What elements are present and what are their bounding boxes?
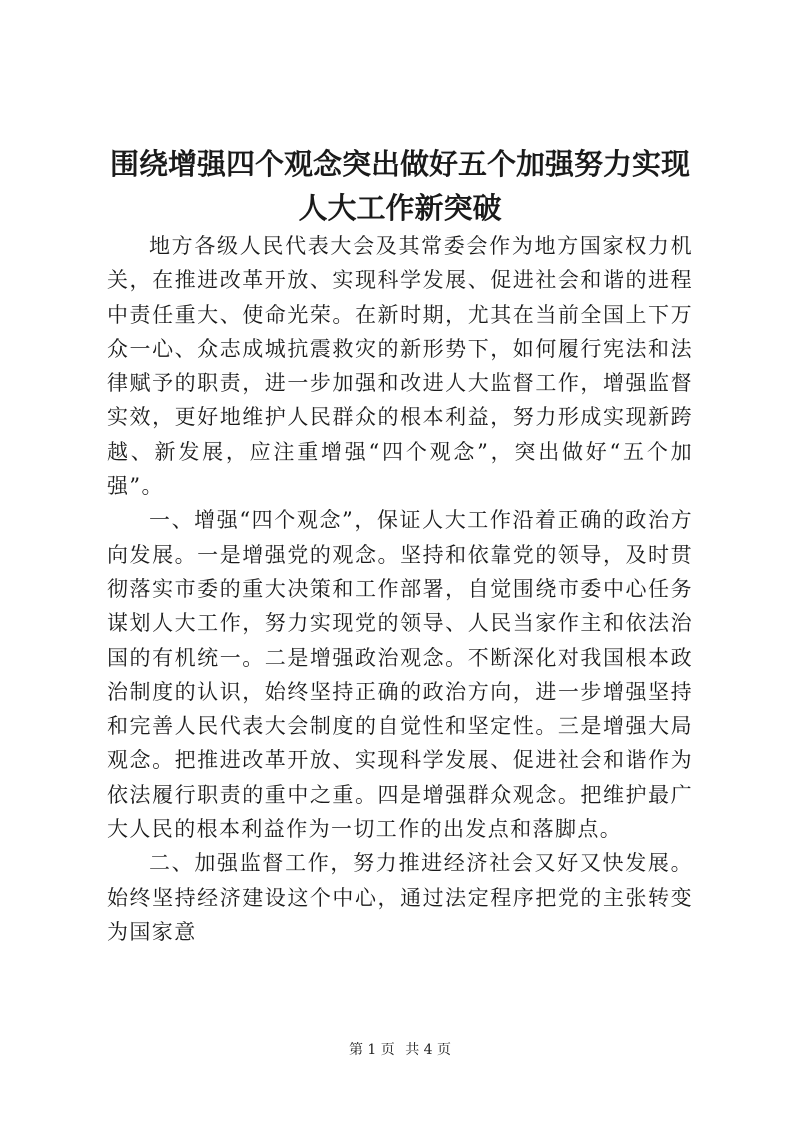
paragraph-section-2: 二、加强监督工作，努力推进经济社会又好又快发展。始终坚持经济建设这个中心，通过法定程序把党的主张转变为国家意 xyxy=(107,851,693,944)
paragraph-section-1: 一、增强“四个观念”，保证人大工作沿着正确的政治方向发展。一是增强党的观念。坚持和依靠党的领导，及时贯彻落实市委的重大决策和工作部署，自觉围绕市委中心任务谋划人大工作，努力实现党的领导、人民当家作主和依法治国的有机统一。二是增强政治观念。不断深化对我国根本政治制度的认识，始终坚持正确的政治方向，进一步增强坚持和完善人民代表大会制度的自觉性和坚定性。三是增强大局观念。把推进改革开放、实现科学发展、促进社会和谐作为依法履行职责的重中之重。四是增强群众观念。把维护最广大人民的根本利益作为一切工作的出发点和落脚点。 xyxy=(107,508,693,842)
document-title-line-1: 围绕增强四个观念突出做好五个加强努力实现 xyxy=(109,147,690,181)
page-footer xyxy=(0,1040,800,1060)
document-body xyxy=(107,229,693,949)
paragraph-intro: 地方各级人民代表大会及其常委会作为地方国家权力机关，在推进改革开放、实现科学发展、促进社会和谐的进程中责任重大、使命光荣。在新时期，尤其在当前全国上下万众一心、众志成城抗震救灾的新形势下，如何履行宪法和法律赋予的职责，进一步加强和改进人大监督工作，增强监督实效，更好地维护人民群众的根本利益，努力形成实现新跨越、新发展，应注重增强“四个观念”，突出做好“五个加强”。 xyxy=(107,234,693,499)
page-number: 第 1 页 xyxy=(348,1042,395,1058)
page-total: 共 4 页 xyxy=(405,1042,452,1058)
document-title-line-2: 人大工作新突破 xyxy=(298,191,502,225)
